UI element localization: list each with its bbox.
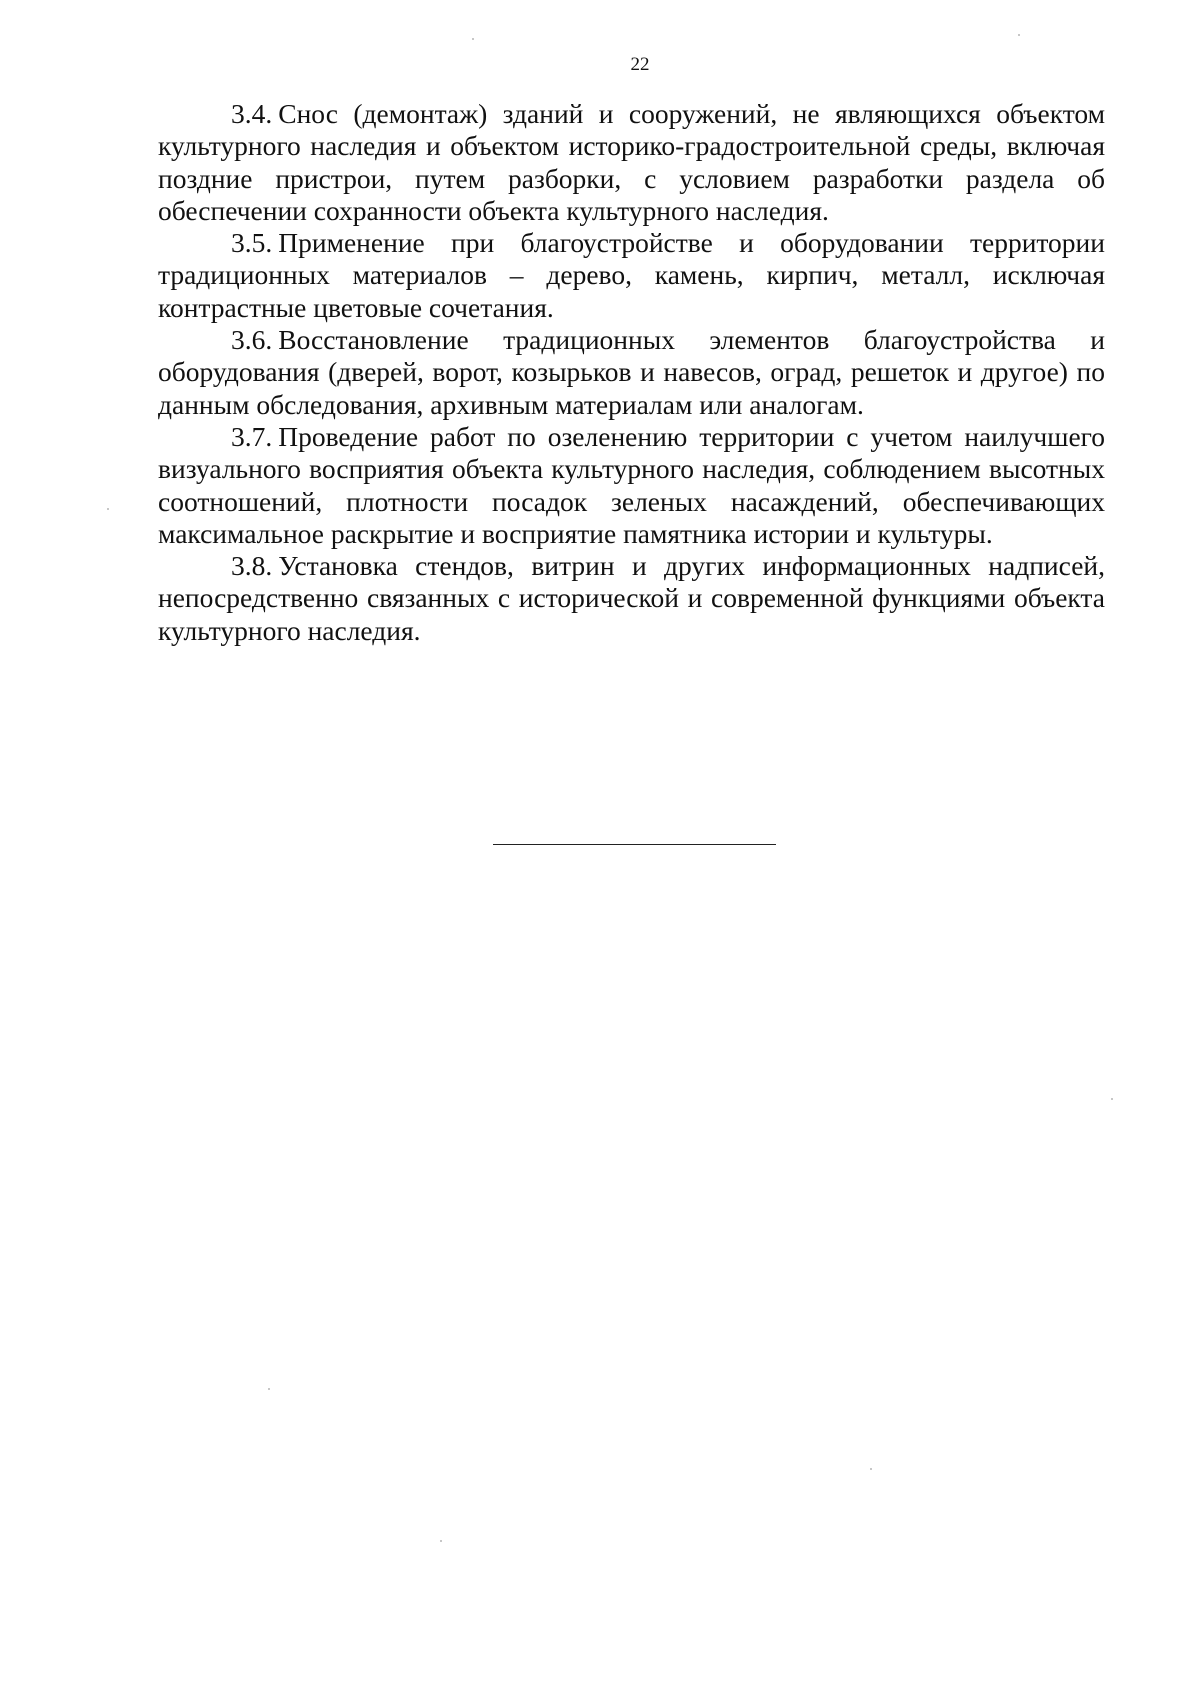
paragraph-text: Снос (демонтаж) зданий и сооружений, не являющихся объектом культурного наследия и объектом историко-градостроительной среды, включая поздние пристрои, путем разборки, с условием разработки раздела об обеспечении сохранности объекта культурного наследия. — [158, 98, 1105, 226]
page-number: 22 — [630, 54, 650, 75]
scan-speck — [472, 38, 474, 40]
paragraph-number: 3.7. — [231, 420, 273, 452]
scan-speck — [268, 1388, 270, 1390]
scan-speck — [1018, 34, 1020, 36]
scan-speck — [1111, 1098, 1113, 1100]
scan-speck — [870, 1468, 872, 1470]
paragraph-3-7 — [158, 421, 1105, 550]
document-body — [158, 98, 1105, 647]
paragraph-number: 3.5. — [231, 227, 273, 259]
paragraph-text: Проведение работ по озеленению территории с учетом наилучшего визуального восприятия объекта культурного наследия, соблюдением высотных соотношений, плотности посадок зеленых насаждений, обеспечивающих максимальное раскрытие и восприятие памятника истории и культуры. — [158, 420, 1105, 549]
scan-speck — [440, 1540, 442, 1542]
paragraph-3-6 — [158, 324, 1105, 421]
paragraph-3-5 — [158, 227, 1105, 324]
paragraph-number: 3.6. — [231, 324, 273, 356]
scan-speck — [107, 508, 109, 510]
end-of-text-rule — [493, 844, 776, 845]
paragraph-text: Установка стендов, витрин и других информационных надписей, непосредственно связанных с исторической и современной функциями объекта культурного наследия. — [158, 550, 1105, 646]
paragraph-3-4 — [158, 98, 1105, 227]
paragraph-text: Применение при благоустройстве и оборудовании территории традиционных материалов – дерево, камень, кирпич, металл, исключая контрастные цветовые сочетания. — [158, 227, 1105, 323]
paragraph-3-8 — [158, 550, 1105, 647]
paragraph-text: Восстановление традиционных элементов благоустройства и оборудования (дверей, ворот, козырьков и навесов, оград, решеток и другое) по данным обследования, архивным материалам или аналогам. — [158, 324, 1105, 420]
paragraph-number: 3.8. — [231, 550, 273, 582]
paragraph-number: 3.4. — [231, 98, 273, 129]
